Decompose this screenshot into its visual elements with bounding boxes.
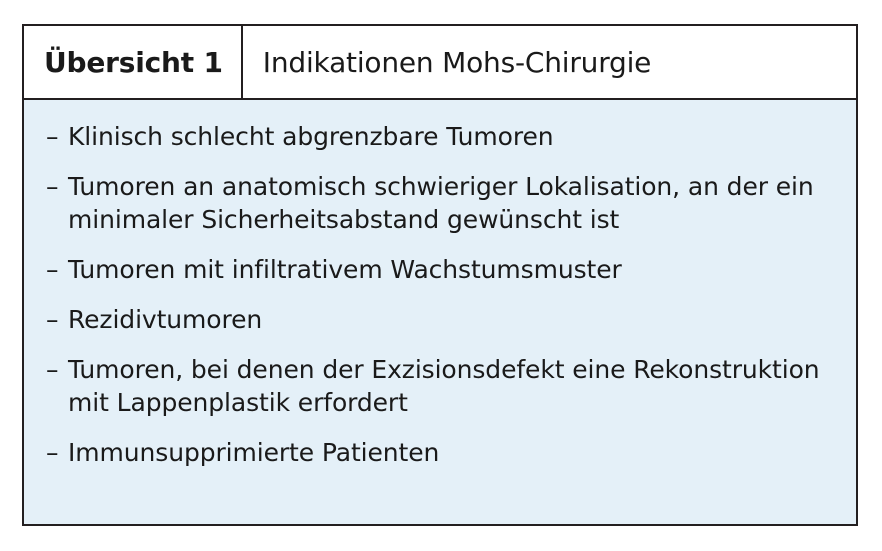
overview-label: Übersicht 1 xyxy=(44,45,223,79)
list-item-label: Tumoren an anatomisch schwieriger Lokalisation, an der ein minimaler Sicherheitsabstand gewünscht ist xyxy=(68,172,814,234)
overview-box xyxy=(22,24,858,526)
list-item xyxy=(46,436,832,469)
list-item-label: Klinisch schlecht abgrenzbare Tumoren xyxy=(68,122,554,151)
dash-bullet-icon: – xyxy=(46,255,59,284)
overview-label-cell xyxy=(24,26,243,98)
dash-bullet-icon: – xyxy=(46,122,59,151)
page-title: Indikationen Mohs-Chirurgie xyxy=(262,45,652,79)
list-item-label: Rezidivtumoren xyxy=(68,305,263,334)
indications-list xyxy=(24,100,856,524)
list-item xyxy=(46,120,832,153)
list-item-label: Immunsupprimierte Patienten xyxy=(68,438,440,467)
dash-bullet-icon: – xyxy=(46,355,59,384)
list-item-label: Tumoren, bei denen der Exzisionsdefekt eine Rekonstruktion mit Lappenplastik erfordert xyxy=(68,355,820,417)
overview-header xyxy=(24,26,856,100)
list-item xyxy=(46,253,832,286)
list-item xyxy=(46,170,832,236)
dash-bullet-icon: – xyxy=(46,305,59,334)
list-item xyxy=(46,353,832,419)
dash-bullet-icon: – xyxy=(46,438,59,467)
list-item-label: Tumoren mit infiltrativem Wachstumsmuster xyxy=(68,255,622,284)
dash-bullet-icon: – xyxy=(46,172,59,201)
list-item xyxy=(46,303,832,336)
overview-title-cell xyxy=(243,26,856,98)
